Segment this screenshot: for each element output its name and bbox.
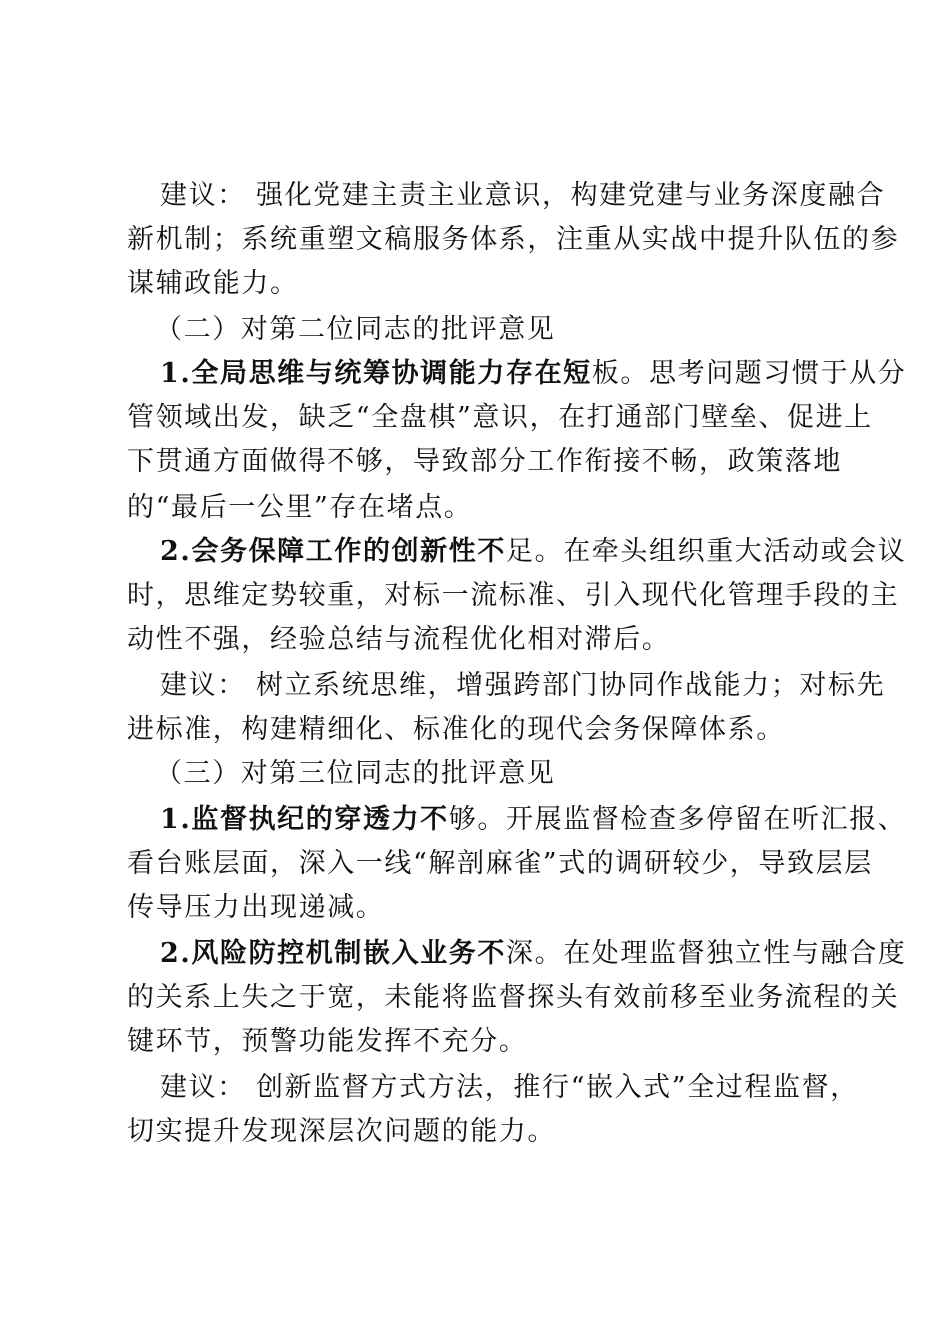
text-line: 动性不强，经验总结与流程优化相对滞后。 xyxy=(127,624,671,655)
text-line xyxy=(160,936,907,972)
item-title: 2.风险防控机制嵌入业务不 xyxy=(160,938,506,969)
text-line: 建议： 创新监督方式方法，推行“嵌入式”全过程监督， xyxy=(160,1072,859,1103)
item-title: 1.监督执纪的穿透力不 xyxy=(160,804,449,835)
section2-heading: （二）对第二位同志的批评意见 xyxy=(155,314,556,345)
text-line: 键环节，预警功能发挥不充分。 xyxy=(127,1026,528,1057)
text-line: 看台账层面，深入一线“解剖麻雀”式的调研较少，导致层层 xyxy=(127,848,873,879)
item-text: 足。在牵头组织重大活动或会议 xyxy=(506,536,907,567)
text-line: 传导压力出现递减。 xyxy=(127,892,385,923)
text-line xyxy=(160,534,907,570)
text-line xyxy=(160,356,907,392)
text-line: 建议： 强化党建主责主业意识，构建党建与业务深度融合 xyxy=(160,180,886,211)
text-line: 进标准，构建精细化、标准化的现代会务保障体系。 xyxy=(127,714,785,745)
item-text: 板。思考问题习惯于从分 xyxy=(591,358,907,389)
item-title: 1.全局思维与统筹协调能力存在短 xyxy=(160,358,592,389)
text-line: 时，思维定势较重，对标一流标准、引入现代化管理手段的主 xyxy=(127,580,900,611)
text-line: 管领域出发，缺乏“全盘棋”意识，在打通部门壁垒、促进上 xyxy=(127,402,873,433)
text-line: 谋辅政能力。 xyxy=(127,268,299,299)
item-text: 够。开展监督检查多停留在听汇报、 xyxy=(448,804,907,835)
section3-heading: （三）对第三位同志的批评意见 xyxy=(155,758,556,789)
text-line: 建议： 树立系统思维，增强跨部门协同作战能力；对标先 xyxy=(160,670,886,701)
text-line: 下贯通方面做得不够，导致部分工作衔接不畅，政策落地 xyxy=(127,446,842,477)
item-title: 2.会务保障工作的创新性不 xyxy=(160,536,506,567)
text-line xyxy=(160,802,907,838)
text-line: 新机制；系统重塑文稿服务体系，注重从实战中提升队伍的参 xyxy=(127,224,900,255)
item-text: 深。在处理监督独立性与融合度 xyxy=(506,938,907,969)
text-line: 的“最后一公里”存在堵点。 xyxy=(127,492,473,523)
text-line: 的关系上失之于宽，未能将监督探头有效前移至业务流程的关 xyxy=(127,982,900,1013)
text-line: 切实提升发现深层次问题的能力。 xyxy=(127,1116,556,1147)
